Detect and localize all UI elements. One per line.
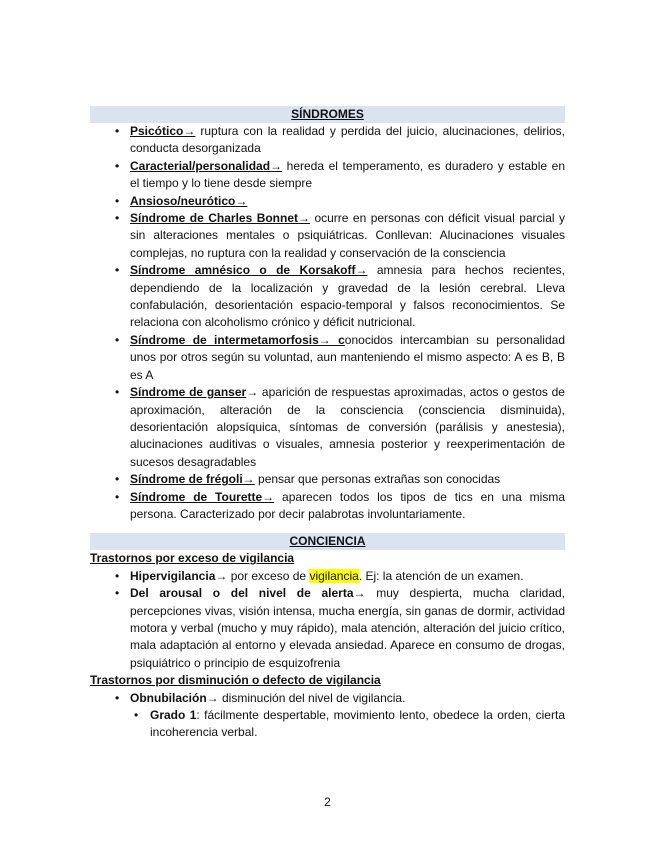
definition: aparecen todos los tipos de tics en una misma persona. Caracterizado por decir palabrotas involuntariamente. [130, 489, 566, 521]
list-item [90, 489, 565, 524]
definition: ocurre en personas con déficit visual parcial y sin alteraciones mentales o psiquiátricas. Conllevan: Alucinaciones visuales complejas, no ruptura con la realidad y conservación de la consciencia [130, 211, 565, 260]
definition: : fácilmente despertable, movimiento lento, obedece la orden, cierta incoherencia verbal. [150, 708, 565, 740]
term: Síndrome amnésico o de Korsakoff→ [130, 263, 368, 278]
list-item [90, 471, 565, 488]
list-item [90, 332, 565, 384]
page-number: 2 [324, 795, 331, 809]
list-item [90, 585, 565, 672]
sub-list-item [90, 707, 565, 742]
list-item [90, 384, 565, 471]
section-spacer [90, 523, 565, 533]
term: Del arousal o del nivel de alerta [130, 586, 354, 601]
definition: ruptura con la realidad y perdida del juicio, alucinaciones, delirios, conducta desorganizada [130, 124, 565, 156]
list-item [90, 193, 565, 210]
term: Síndrome de intermetamorfosis→ c [130, 332, 345, 347]
term: Síndrome de Charles Bonnet→ [130, 211, 311, 226]
term: Grado 1 [150, 708, 197, 722]
sindromes-list [90, 123, 565, 523]
list-item [90, 158, 565, 193]
term: Psicótico→ [130, 124, 196, 138]
term: Hipervigilancia [130, 568, 216, 583]
definition: amnesia para hechos recientes, dependiendo de la localización y gravedad de la lesión cerebral. Lleva confabulación, desorientación espacio-temporal y falsos reconocimientos. Se relaciona con alcoholismo crónico y déficit nutricional. [130, 263, 565, 330]
definition: → disminución del nivel de vigilancia. [206, 690, 406, 705]
list-item [90, 568, 565, 585]
definition: → por exceso de [215, 568, 310, 583]
definition-end: . Ej: la atención de un examen. [358, 568, 524, 583]
term: Ansioso/neurótico→ [130, 193, 248, 208]
list-item [90, 262, 565, 332]
subheading-exceso-vigilancia: Trastornos por exceso de vigilancia [90, 551, 295, 566]
term: Síndrome de Tourette→ [130, 489, 275, 504]
definition: onocidos intercambian su personalidad unos por otros según su voluntad, aun manteniendo el mismo aspecto: A es B, B es A [130, 332, 565, 382]
term: Síndrome de ganser [130, 385, 247, 400]
disminucion-list [90, 690, 565, 742]
definition: hereda el temperamento, es duradero y estable en el tiempo y lo tiene desde siempre [130, 158, 565, 191]
subheading-disminucion-vigilancia: Trastornos por disminución o defecto de vigilancia [90, 673, 381, 688]
term: Obnubilación [130, 690, 207, 705]
list-item [90, 690, 565, 742]
list-item [90, 123, 565, 158]
highlighted-word: vigilancia [309, 568, 359, 583]
section-heading-sindromes: SÍNDROMES [90, 106, 565, 123]
definition: pensar que personas extrañas son conocidas [254, 472, 501, 487]
definition: → aparición de respuestas aproximadas, actos o gestos de aproximación, alteración de la consciencia (consciencia disminuida), desorientación alopsíquica, síntomas de conversión (parálisis y anestesia), alucinaciones auditivas o visuales, amnesia posterior y reexperimentación de sucesos desagradables [130, 385, 565, 469]
definition: → muy despierta, mucha claridad, percepciones vivas, visión intensa, mucha energía, sin ganas de dormir, actividad motora y verbal (mucho y muy rápido), mala atención, alteración del juicio crítico, mala adaptación al entorno y elevada ansiedad. Aparece en consumo de drogas, psiquiátrico o principio de esquizofrenia [130, 586, 565, 670]
section-heading-conciencia: CONCIENCIA [90, 533, 565, 550]
obnubilacion-sublist [130, 707, 565, 742]
exceso-list [90, 568, 565, 672]
page-content [90, 106, 565, 742]
term: Síndrome de frégoli→ [130, 472, 255, 487]
list-item [90, 210, 565, 262]
term: Caracterial/personalidad→ [130, 158, 283, 173]
